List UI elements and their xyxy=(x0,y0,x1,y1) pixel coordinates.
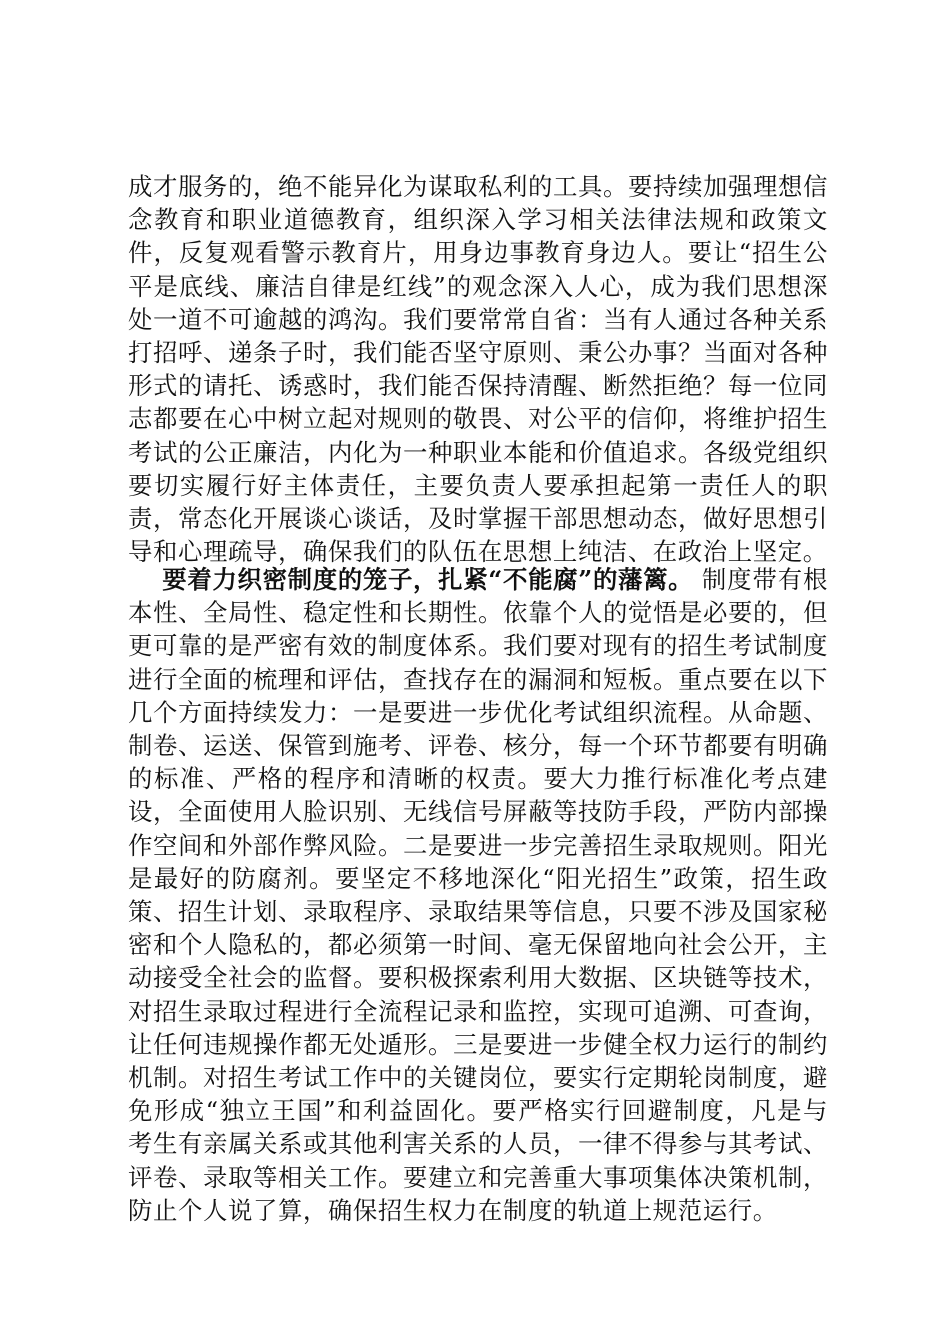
body-paragraph-2 xyxy=(128,563,828,1227)
section-lead-heading: 要着力织密制度的笼子，扎紧“不能腐”的藩篱。 xyxy=(162,565,694,594)
body-paragraph-1: 成才服务的，绝不能异化为谋取私利的工具。要持续加强理想信念教育和职业道德教育，组织深入学习相关法律法规和政策文件，反复观看警示教育片，用身边事教育身边人。要让“招生公平是底线、廉洁自律是红线”的观念深入人心，成为我们思想深处一道不可逾越的鸿沟。我们要常常自省：当有人通过各种关系打招呼、递条子时，我们能否坚守原则、秉公办事？当面对各种形式的请托、诱惑时，我们能否保持清醒、断然拒绝？每一位同志都要在心中树立起对规则的敬畏、对公平的信仰，将维护招生考试的公正廉洁，内化为一种职业本能和价值追求。各级党组织要切实履行好主体责任，主要负责人要承担起第一责任人的职责，常态化开展谈心谈话，及时掌握干部思想动态，做好思想引导和心理疏导，确保我们的队伍在思想上纯洁、在政治上坚定。 xyxy=(128,172,828,567)
section-body-text: 制度带有根本性、全局性、稳定性和长期性。依靠个人的觉悟是必要的，但更可靠的是严密有效的制度体系。我们要对现有的招生考试制度进行全面的梳理和评估，查找存在的漏洞和短板。重点要在以下几个方面持续发力：一是要进一步优化考试组织流程。从命题、制卷、运送、保管到施考、评卷、核分，每一个环节都要有明确的标准、严格的程序和清晰的权责。要大力推行标准化考点建设，全面使用人脸识别、无线信号屏蔽等技防手段，严防内部操作空间和外部作弊风险。二是要进一步完善招生录取规则。阳光是最好的防腐剂。要坚定不移地深化“阳光招生”政策，招生政策、招生计划、录取程序、录取结果等信息，只要不涉及国家秘密和个人隐私的，都必须第一时间、毫无保留地向社会公开，主动接受全社会的监督。要积极探索利用大数据、区块链等技术，对招生录取过程进行全流程记录和监控，实现可追溯、可查询，让任何违规操作都无处遁形。三是要进一步健全权力运行的制约机制。对招生考试工作中的关键岗位，要实行定期轮岗制度，避免形成“独立王国”和利益固化。要严格实行回避制度，凡是与考生有亲属关系或其他利害关系的人员，一律不得参与其考试、评卷、录取等相关工作。要建立和完善重大事项集体决策机制，防止个人说了算，确保招生权力在制度的轨道上规范运行。 xyxy=(128,565,828,1225)
